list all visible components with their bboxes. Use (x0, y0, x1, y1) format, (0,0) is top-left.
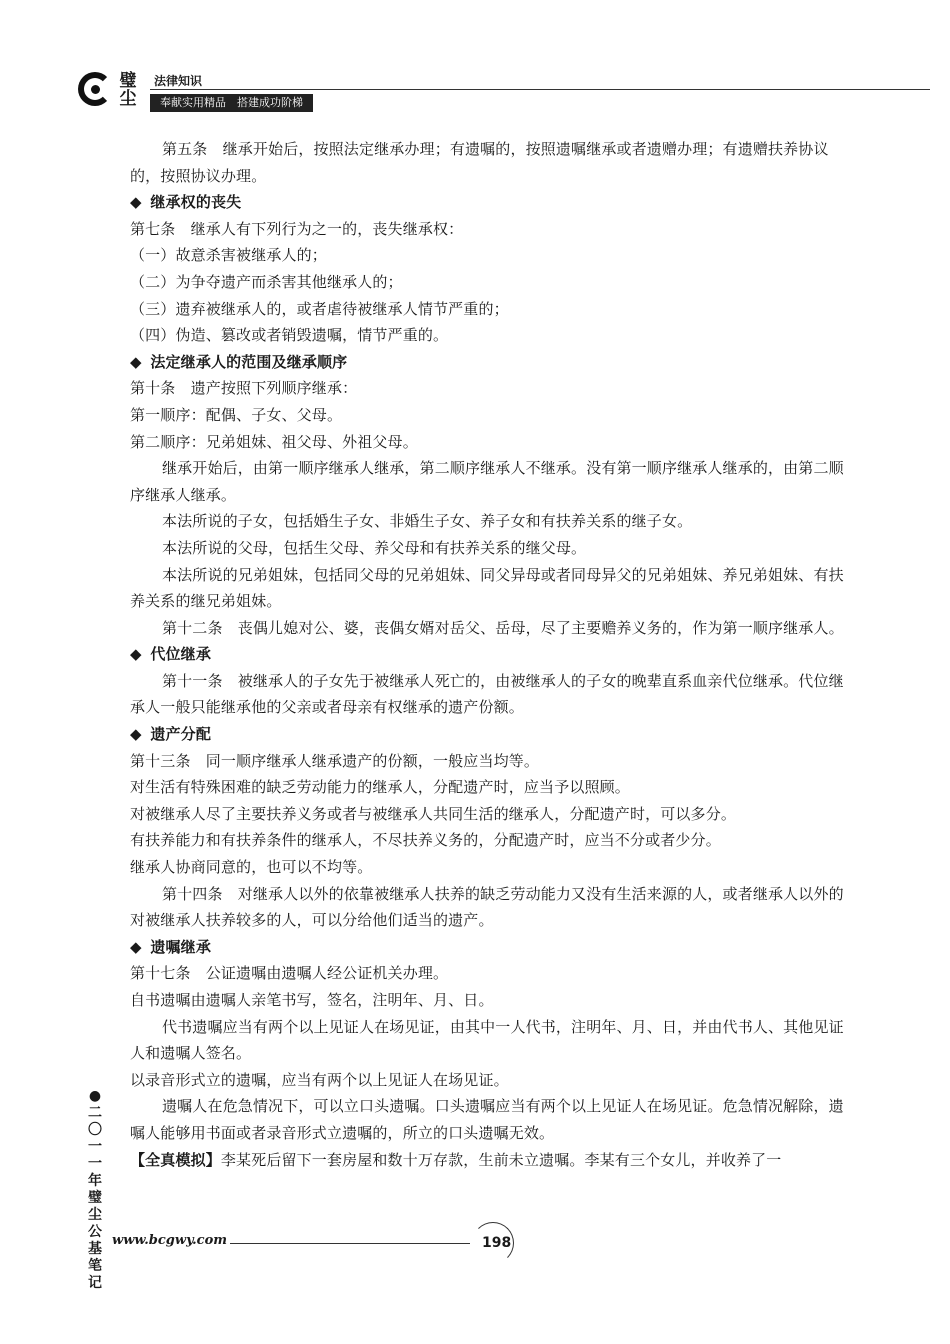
header-slogan: 奉献实用精品 搭建成功阶梯 (150, 94, 313, 112)
article-paragraph: 第五条 继承开始后，按照法定继承办理；有遗嘱的，按照遗嘱继承或者遗赠办理；有遗赠扶养协议的，按照协议办理。 (130, 140, 829, 185)
article-paragraph: 本法所说的兄弟姐妹，包括同父母的兄弟姐妹、同父异母或者同母异父的兄弟姐妹、养兄弟姐妹、有扶养关系的继兄弟姐妹。 (130, 565, 844, 611)
brand-name: 璧尘 (119, 71, 137, 109)
section-heading (130, 934, 858, 961)
bullet-icon: ● (88, 1088, 102, 1104)
article-paragraph: 本法所说的子女，包括婚生子女、非婚生子女、养子女和有扶养关系的继子女。 (162, 512, 693, 531)
page-header (78, 66, 858, 114)
article-paragraph: 对生活有特殊困难的缺乏劳动能力的继承人，分配遗产时，应当予以照顾。 (130, 778, 630, 797)
list-item: （四）伪造、篡改或者销毁遗嘱，情节严重的。 (130, 326, 449, 345)
section-heading (130, 721, 858, 748)
article-paragraph: 自书遗嘱由遗嘱人亲笔书写，签名，注明年、月、日。 (130, 991, 494, 1009)
article-paragraph: 第十七条 公证遗嘱由遗嘱人经公证机关办理。 (130, 964, 449, 983)
article-paragraph: 代书遗嘱应当有两个以上见证人在场见证，由其中一人代书，注明年、月、日，并由代书人、其他见证人和遗嘱人签名。 (130, 1017, 844, 1063)
section-title: 法律知识 (154, 74, 203, 88)
footer-url[interactable]: www.bcgwy.com (112, 1233, 228, 1248)
list-item: （二）为争夺遗产而杀害其他继承人的； (130, 272, 403, 291)
article-paragraph: 第十四条 对继承人以外的依靠被继承人扶养的缺乏劳动能力又没有生活来源的人，或者继承人以外的对被继承人扶养较多的人，可以分给他们适当的遗产。 (130, 884, 844, 930)
article-paragraph: 第十二条 丧偶儿媳对公、婆，丧偶女婿对岳父、岳母，尽了主要赡养义务的，作为第一顺序继承人。 (162, 618, 844, 637)
list-item: 第二顺序：兄弟姐妹、祖父母、外祖父母。 (130, 432, 418, 451)
list-item: （一）故意杀害被继承人的； (130, 246, 327, 265)
article-paragraph: 第十条 遗产按照下列顺序继承： (130, 379, 358, 398)
section-heading-text: 继承权的丧失 (150, 193, 242, 212)
article-paragraph: 第十三条 同一顺序继承人继承遗产的份额，一般应当均等。 (130, 751, 540, 770)
section-heading (130, 641, 858, 668)
mock-text: 李某死后留下一套房屋和数十万存款，生前未立遗嘱。李某有三个女儿，并收养了一 (220, 1150, 782, 1169)
header-rule (150, 89, 930, 90)
article-paragraph: 第十一条 被继承人的子女先于被继承人死亡的，由被继承人的子女的晚辈直系血亲代位继承。代位继承人一般只能继承他的父亲或者母亲有权继承的遗产份额。 (130, 671, 844, 717)
article-paragraph: 第七条 继承人有下列行为之一的，丧失继承权： (130, 219, 464, 238)
sidebar-vertical-title (86, 1088, 104, 1292)
section-heading (130, 189, 858, 216)
main-content (130, 136, 858, 1173)
article-paragraph: 有扶养能力和有扶养条件的继承人，不尽扶养义务的，分配遗产时，应当不分或者少分。 (130, 831, 721, 850)
diamond-icon: ◆ (130, 937, 142, 956)
diamond-icon: ◆ (130, 352, 142, 371)
section-heading (130, 349, 858, 376)
article-paragraph: 以录音形式立的遗嘱，应当有两个以上见证人在场见证。 (130, 1070, 509, 1089)
article-paragraph: 继承人协商同意的，也可以不均等。 (130, 858, 373, 877)
footer-rule (230, 1243, 470, 1244)
page-number: 198 (482, 1235, 512, 1251)
list-item: （三）遗弃被继承人的，或者虐待被继承人情节严重的； (130, 299, 509, 318)
mock-question (130, 1147, 858, 1174)
article-paragraph: 继承开始后，由第一顺序继承人继承，第二顺序继承人不继承。没有第一顺序继承人继承的，由第二顺序继承人继承。 (130, 459, 844, 504)
sidebar-text: 二〇一一年璧尘公基笔记 (88, 1105, 102, 1291)
diamond-icon: ◆ (130, 193, 142, 212)
diamond-icon: ◆ (130, 645, 142, 664)
diamond-icon: ◆ (130, 725, 142, 744)
article-paragraph: 本法所说的父母，包括生父母、养父母和有扶养关系的继父母。 (162, 538, 587, 557)
mock-tag: 【全真模拟】 (130, 1150, 221, 1169)
list-item: 第一顺序：配偶、子女、父母。 (130, 405, 343, 424)
section-heading-text: 遗产分配 (150, 725, 211, 744)
section-heading-text: 遗嘱继承 (150, 937, 211, 956)
section-heading-text: 代位继承 (150, 645, 211, 664)
logo-dot-icon (91, 85, 100, 94)
section-heading-text: 法定继承人的范围及继承顺序 (150, 352, 348, 371)
article-paragraph: 遗嘱人在危急情况下，可以立口头遗嘱。口头遗嘱应当有两个以上见证人在场见证。危急情况解除，遗嘱人能够用书面或者录音形式立遗嘱的，所立的口头遗嘱无效。 (130, 1097, 844, 1142)
article-paragraph: 对被继承人尽了主要扶养义务或者与被继承人共同生活的继承人，分配遗产时，可以多分。 (130, 804, 737, 823)
page-footer (112, 1222, 522, 1262)
